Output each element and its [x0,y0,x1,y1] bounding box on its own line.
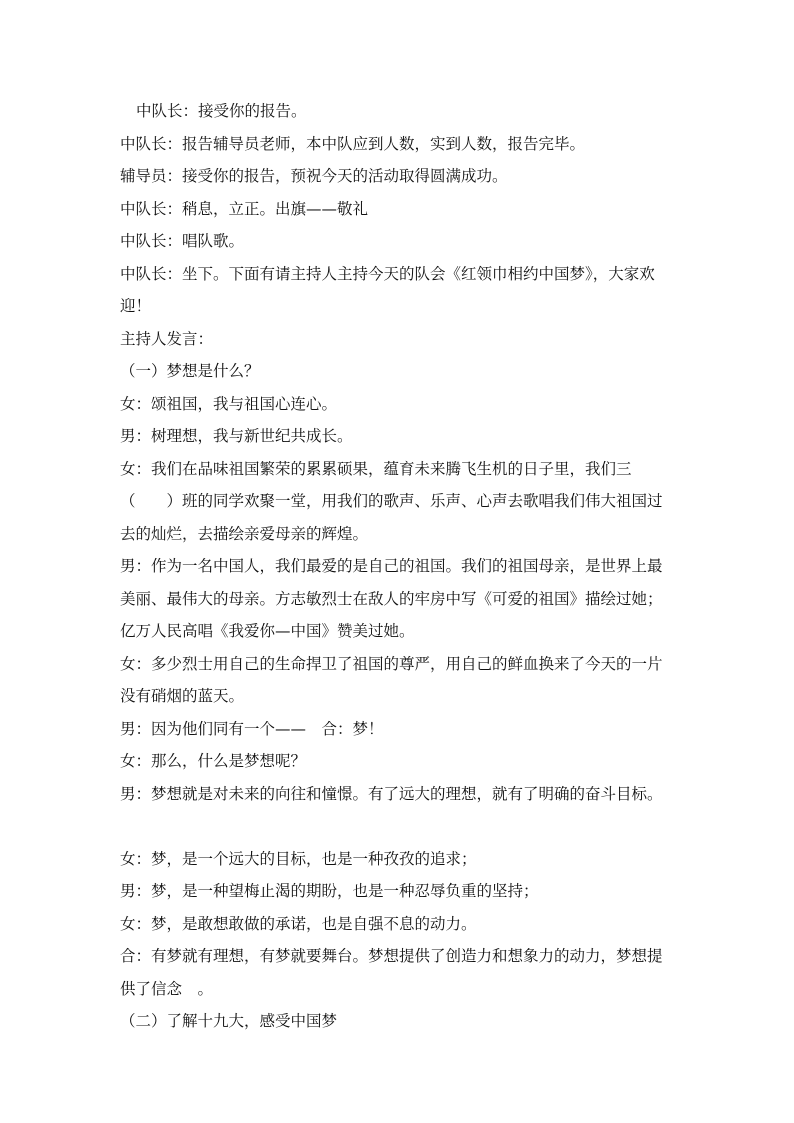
text-line: 中队长：报告辅导员老师，本中队应到人数，实到人数，报告完毕。 [120,134,586,153]
section-heading: （二）了解十九大，感受中国梦 [120,1012,338,1030]
text-line: 合：有梦就有理想，有梦就要舞台。梦想提供了创造力和想象力的动力，梦想提 [120,947,663,965]
text-line: 男：梦想就是对未来的向往和憧憬。有了远大的理想，就有了明确的奋斗目标。 [120,784,663,803]
text-line: 男：因为他们同有一个—— 合：梦！ [120,719,384,738]
text-line: 亿万人民高唱《我爱你—中国》赞美过她。 [120,622,415,640]
text-line: 男：梦，是一种望梅止渴的期盼，也是一种忍辱负重的坚持； [120,882,539,900]
text-line: 女：多少烈士用自己的生命捍卫了祖国的尊严，用自己的鲜血换来了今天的一片 [120,654,663,673]
text-line: （ ）班的同学欢聚一堂，用我们的歌声、乐声、心声去歌唱我们伟大祖国过 [120,492,663,510]
text-line: 中队长：坐下。下面有请主持人主持今天的队会《红领巾相约中国梦》，大家欢 [120,264,655,283]
text-line: 女：那么，什么是梦想呢？ [120,752,307,770]
text-line: 没有硝烟的蓝天。 [120,687,245,705]
text-line: 女：梦，是一个远大的目标，也是一种孜孜的追求； [120,849,477,868]
section-heading: （一）梦想是什么？ [120,362,260,380]
text-line: 供了信念 。 [120,979,214,998]
document-page [120,95,680,1038]
text-line: 中队长：唱队歌。 [120,232,245,250]
text-line: 男：树理想，我与新世纪共成长。 [120,427,353,445]
text-line: 女：颂祖国，我与祖国心连心。 [120,394,338,413]
text-line: 辅导员：接受你的报告，预祝今天的活动取得圆满成功。 [120,167,508,185]
text-line: 迎！ [120,297,152,315]
text-line: 中队长：稍息，立正。出旗——敬礼 [120,199,369,218]
text-line: 去的灿烂，去描绘亲爱母亲的辉煌。 [120,524,369,543]
text-line: 主持人发言： [120,329,214,348]
text-line: 女：我们在品味祖国繁荣的累累硕果，蕴育未来腾飞生机的日子里，我们三 [120,459,632,478]
text-line: 美丽、最伟大的母亲。方志敏烈士在敌人的牢房中写《可爱的祖国》描绘过她； [120,589,663,608]
text-line: 女：梦，是敢想敢做的承诺，也是自强不息的动力。 [120,914,477,933]
text-line: 男：作为一名中国人，我们最爱的是自己的祖国。我们的祖国母亲，是世界上最 [120,557,663,575]
text-line: 中队长：接受你的报告。 [136,102,307,120]
blank-line [120,810,680,843]
